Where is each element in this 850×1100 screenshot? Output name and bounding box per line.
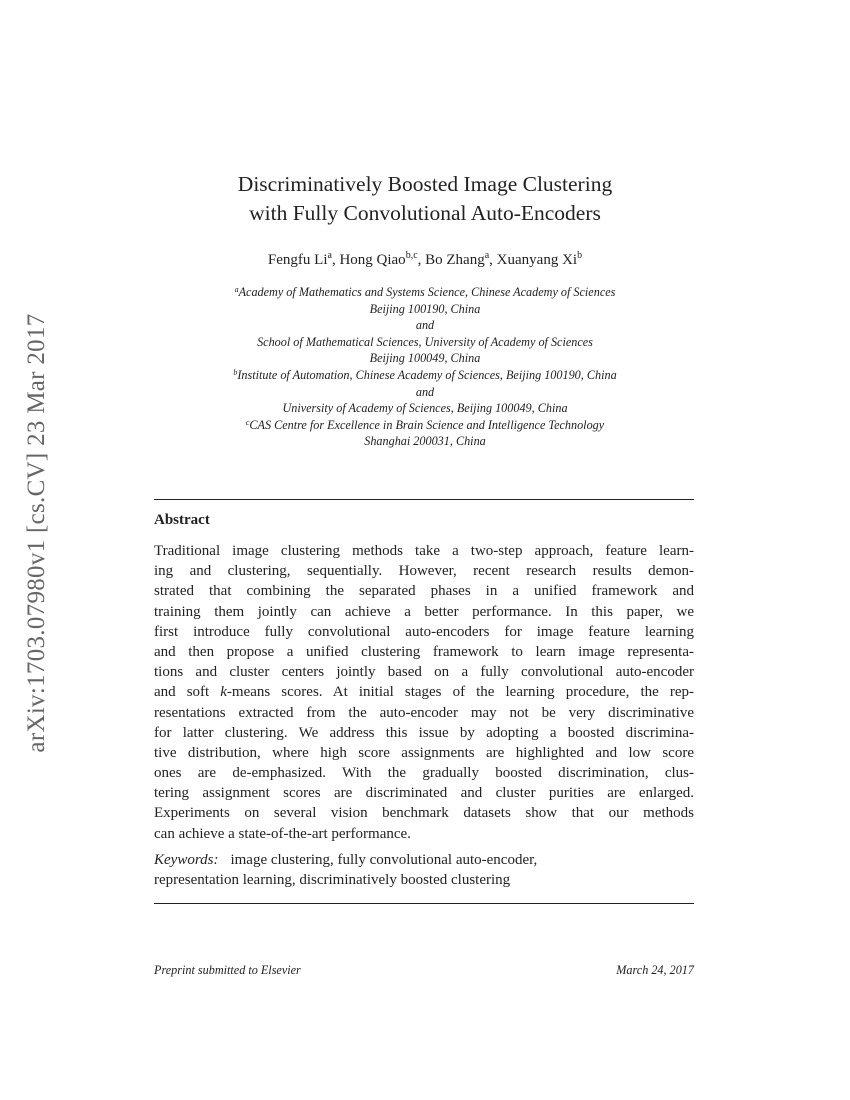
affiliation-line: University of Academy of Sciences, Beijing 100049, China [282,401,568,416]
paper-title [150,170,700,228]
affiliation-line: School of Mathematical Sciences, University of Academy of Sciences [257,334,593,349]
abstract-line: ones are de-emphasized. With the gradually boosted discrimination, clus- [154,765,694,782]
author-name: Bo Zhang [425,252,485,268]
author-separator: , [417,252,426,268]
abstract-line: ing and clustering, sequentially. However, recent research results demon- [154,563,694,580]
author-affil-mark: b [577,250,583,261]
arxiv-identifier-stamp[interactable]: arXiv:1703.07980v1 [cs.CV] 23 Mar 2017 [23,313,50,753]
affiliation-and: and [415,384,435,399]
keywords-text: image clustering, fully convolutional auto-encoder, [230,852,538,868]
abstract-line: for latter clustering. We address this issue by adopting a boosted discrimina- [154,724,694,741]
affiliation-line [150,367,700,384]
affil-text: Institute of Automation, Chinese Academy of Sciences, Beijing 100190, China [237,367,617,382]
abstract-body [154,541,694,844]
title-line-2: with Fully Convolutional Auto-Encoders [249,201,601,225]
keywords-block [154,850,694,890]
footer-date: March 24, 2017 [616,963,694,977]
affiliation-line [150,417,700,434]
title-line-1: Discriminatively Boosted Image Clustering [237,172,613,196]
preprint-note: Preprint submitted to Elsevier [154,963,301,977]
abstract-line: Traditional image clustering methods take a two-step approach, feature learn- [154,543,694,559]
affil-text: CAS Centre for Excellence in Brain Science and Intelligence Technology [249,417,605,432]
author-separator: , [331,252,340,268]
affil-text: Academy of Mathematics and Systems Science, Chinese Academy of Sciences [238,285,616,299]
affiliation-line: Shanghai 200031, China [364,434,486,449]
math-variable-k: k [220,684,227,701]
affiliation-and: and [415,318,435,333]
abstract-line: tering assignment scores are discriminated and cluster purities are enlarged. [154,785,694,802]
keywords-label: Keywords: [154,852,219,868]
abstract-bottom-rule [154,903,694,904]
keywords-line-2: representation learning, discriminatively boosted clustering [154,872,511,889]
author-affil-mark: b,c [405,250,418,261]
affil-mark: b [233,367,238,377]
author-list [150,250,700,270]
abstract-line: first introduce fully convolutional auto-encoders for image feature learning [154,623,694,640]
author-name: Hong Qiao [339,252,406,268]
affil-mark: a [234,285,239,294]
author-affil-mark: a [327,250,332,261]
abstract-line: can achieve a state-of-the-art performance. [154,825,411,842]
affiliation-line: Beijing 100190, China [369,301,481,316]
abstract-line: tive distribution, where high score assignments are highlighted and low score [154,744,694,761]
abstract-line: training them jointly can achieve a better performance. In this paper, we [154,603,694,620]
affil-mark: c [245,417,250,427]
abstract-top-rule [154,499,694,500]
keywords-line-1 [154,850,694,870]
author-separator: , [489,252,497,268]
abstract-heading: Abstract [154,512,210,528]
abstract-line: and then propose a unified clustering framework to learn image representa- [154,643,694,660]
affiliation-line [150,284,700,301]
affiliation-line: Beijing 100049, China [369,351,481,366]
abstract-line: strated that combining the separated phases in a unified framework and [154,583,694,600]
author-name: Fengfu Li [267,252,328,268]
abstract-line: resentations extracted from the auto-encoder may not be very discriminative [154,704,694,721]
abstract-line: Experiments on several vision benchmark datasets show that our methods [154,805,694,822]
author-name: Xuanyang Xi [496,252,578,268]
abstract-line: and soft k-means scores. At initial stages of the learning procedure, the rep- [154,684,694,701]
abstract-line: tions and cluster centers jointly based on a fully convolutional auto-encoder [154,664,694,681]
author-affil-mark: a [484,250,490,261]
affiliations [150,284,700,450]
